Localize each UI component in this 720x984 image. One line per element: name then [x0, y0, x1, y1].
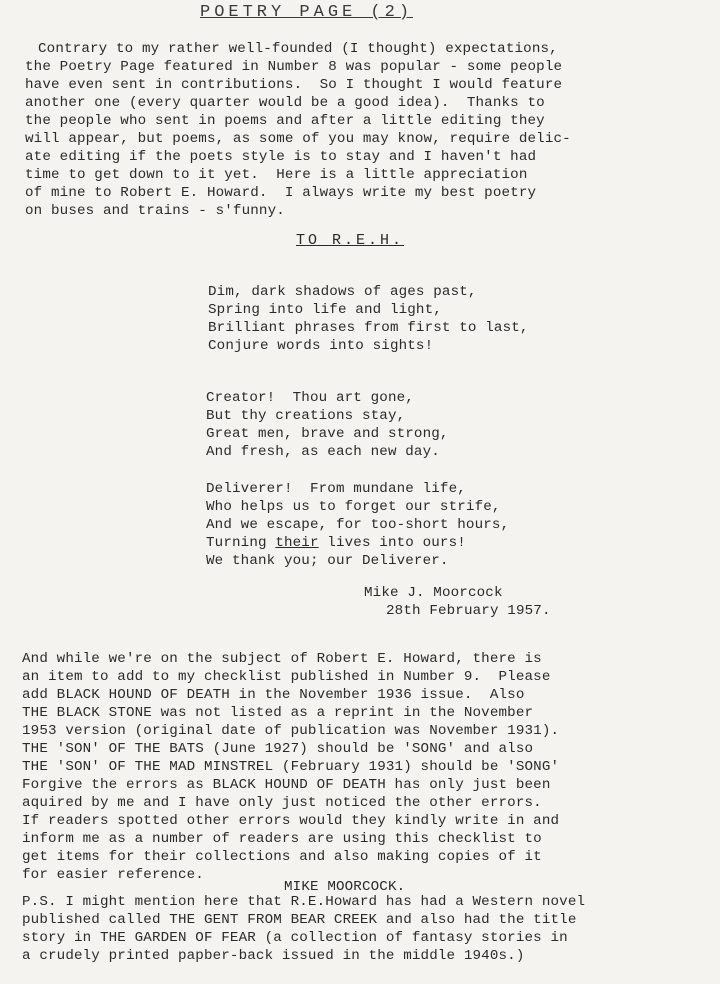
- intro-line: Contrary to my rather well-founded (I thought) expectations,: [38, 41, 558, 57]
- note-line: 1953 version (original date of publication was November 1931).: [22, 723, 560, 739]
- note-line: THE BLACK STONE was not listed as a reprint in the November: [22, 705, 534, 721]
- note-line: And while we're on the subject of Robert E. Howard, there is: [22, 651, 542, 667]
- postscript-line: a crudely printed papber-back issued in the middle 1940s.): [22, 948, 525, 964]
- poem-line: And we escape, for too-short hours,: [206, 517, 510, 533]
- poem-line: We thank you; our Deliverer.: [206, 553, 449, 569]
- intro-line: time to get down to it yet. Here is a little appreciation: [25, 167, 528, 183]
- intro-line: ate editing if the poets style is to stay and I haven't had: [25, 149, 537, 165]
- postscript-line: published called THE GENT FROM BEAR CREEK and also had the title: [22, 912, 577, 928]
- note-line: get items for their collections and also making copies of it: [22, 849, 542, 865]
- poem-line: Who helps us to forget our strife,: [206, 499, 501, 515]
- poem-line: But thy creations stay,: [206, 408, 406, 424]
- poem-emphasis: their: [275, 535, 319, 551]
- poem-line: Conjure words into sights!: [208, 338, 434, 354]
- poem-date: 28th February 1957.: [386, 603, 551, 619]
- intro-line: have even sent in contributions. So I thought I would feature: [25, 77, 563, 93]
- intro-line: on buses and trains - s'funny.: [25, 203, 285, 219]
- postscript-line: story in THE GARDEN OF FEAR (a collection of fantasy stories in: [22, 930, 568, 946]
- intro-line: will appear, but poems, as some of you may know, require delic-: [25, 131, 571, 147]
- poem-text: Turning: [206, 535, 276, 551]
- note-line: THE 'SON' OF THE BATS (June 1927) should be 'SONG' and also: [22, 741, 534, 757]
- poem-line: And fresh, as each new day.: [206, 444, 440, 460]
- note-line: for easier reference.: [22, 867, 204, 883]
- intro-line: another one (every quarter would be a good idea). Thanks to: [25, 95, 545, 111]
- intro-line: the people who sent in poems and after a little editing they: [25, 113, 545, 129]
- note-line: an item to add to my checklist published in Number 9. Please: [22, 669, 551, 685]
- note-line: If readers spotted other errors would they kindly write in and: [22, 813, 560, 829]
- note-line: inform me as a number of readers are using this checklist to: [22, 831, 542, 847]
- poem-line: Spring into life and light,: [208, 302, 442, 318]
- poem-author: Mike J. Moorcock: [364, 585, 503, 601]
- note-line: Forgive the errors as BLACK HOUND OF DEATH has only just been: [22, 777, 551, 793]
- intro-line: the Poetry Page featured in Number 8 was popular - some people: [25, 59, 563, 75]
- poem-line: Creator! Thou art gone,: [206, 390, 414, 406]
- poem-text: lives into ours!: [318, 535, 466, 551]
- postscript-line: P.S. I might mention here that R.E.Howard has had a Western novel: [22, 894, 586, 910]
- note-signature: MIKE MOORCOCK.: [284, 879, 406, 895]
- poem-title: TO R.E.H.: [296, 232, 405, 249]
- note-line: aquired by me and I have only just noticed the other errors.: [22, 795, 542, 811]
- poem-line: Deliverer! From mundane life,: [206, 481, 466, 497]
- note-line: add BLACK HOUND OF DEATH in the November 1936 issue. Also: [22, 687, 525, 703]
- intro-line: of mine to Robert E. Howard. I always write my best poetry: [25, 185, 537, 201]
- poem-line: Dim, dark shadows of ages past,: [208, 284, 477, 300]
- poem-line: Great men, brave and strong,: [206, 426, 449, 442]
- page-title: POETRY PAGE (2): [200, 3, 414, 22]
- note-line: THE 'SON' OF THE MAD MINSTREL (February 1931) should be 'SONG': [22, 759, 560, 775]
- poem-line: Brilliant phrases from first to last,: [208, 320, 529, 336]
- poem-line: [206, 534, 466, 552]
